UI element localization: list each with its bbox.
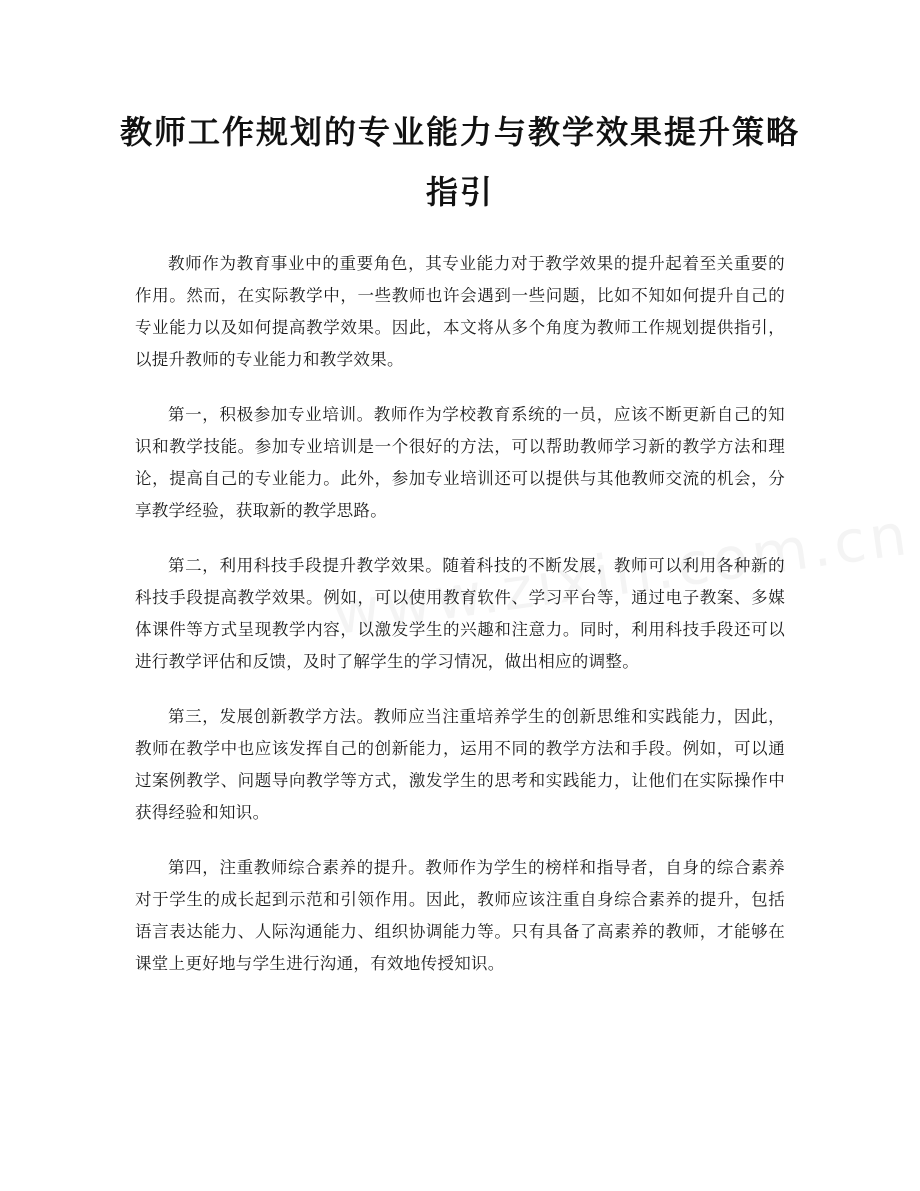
document-body xyxy=(135,248,785,1003)
paragraph-first: 第一，积极参加专业培训。教师作为学校教育系统的一员，应该不断更新自己的知识和教学技能。参加专业培训是一个很好的方法，可以帮助教师学习新的教学方法和理论，提高自己的专业能力。此外，参加专业培训还可以提供与其他教师交流的机会，分享教学经验，获取新的教学思路。 xyxy=(135,405,785,520)
document-title: 教师工作规划的专业能力与教学效果提升策略指引 xyxy=(120,113,801,211)
paragraph-third: 第三，发展创新教学方法。教师应当注重培养学生的创新思维和实践能力，因此，教师在教学中也应该发挥自己的创新能力，运用不同的教学方法和手段。例如，可以通过案例教学、问题导向教学等方式，激发学生的思考和实践能力，让他们在实际操作中获得经验和知识。 xyxy=(135,707,785,822)
paragraph-second: 第二，利用科技手段提升教学效果。随着科技的不断发展，教师可以利用各种新的科技手段提高教学效果。例如，可以使用教育软件、学习平台等，通过电子教案、多媒体课件等方式呈现教学内容，以激发学生的兴趣和注意力。同时，利用科技手段还可以进行教学评估和反馈，及时了解学生的学习情况，做出相应的调整。 xyxy=(135,556,785,671)
paragraph-fourth: 第四，注重教师综合素养的提升。教师作为学生的榜样和指导者，自身的综合素养对于学生的成长起到示范和引领作用。因此，教师应该注重自身综合素养的提升，包括语言表达能力、人际沟通能力、组织协调能力等。只有具备了高素养的教师，才能够在课堂上更好地与学生进行沟通，有效地传授知识。 xyxy=(135,858,785,973)
paragraph-intro: 教师作为教育事业中的重要角色，其专业能力对于教学效果的提升起着至关重要的作用。然而，在实际教学中，一些教师也许会遇到一些问题，比如不知如何提升自己的专业能力以及如何提高教学效果。因此，本文将从多个角度为教师工作规划提供指引，以提升教师的专业能力和教学效果。 xyxy=(135,254,785,369)
